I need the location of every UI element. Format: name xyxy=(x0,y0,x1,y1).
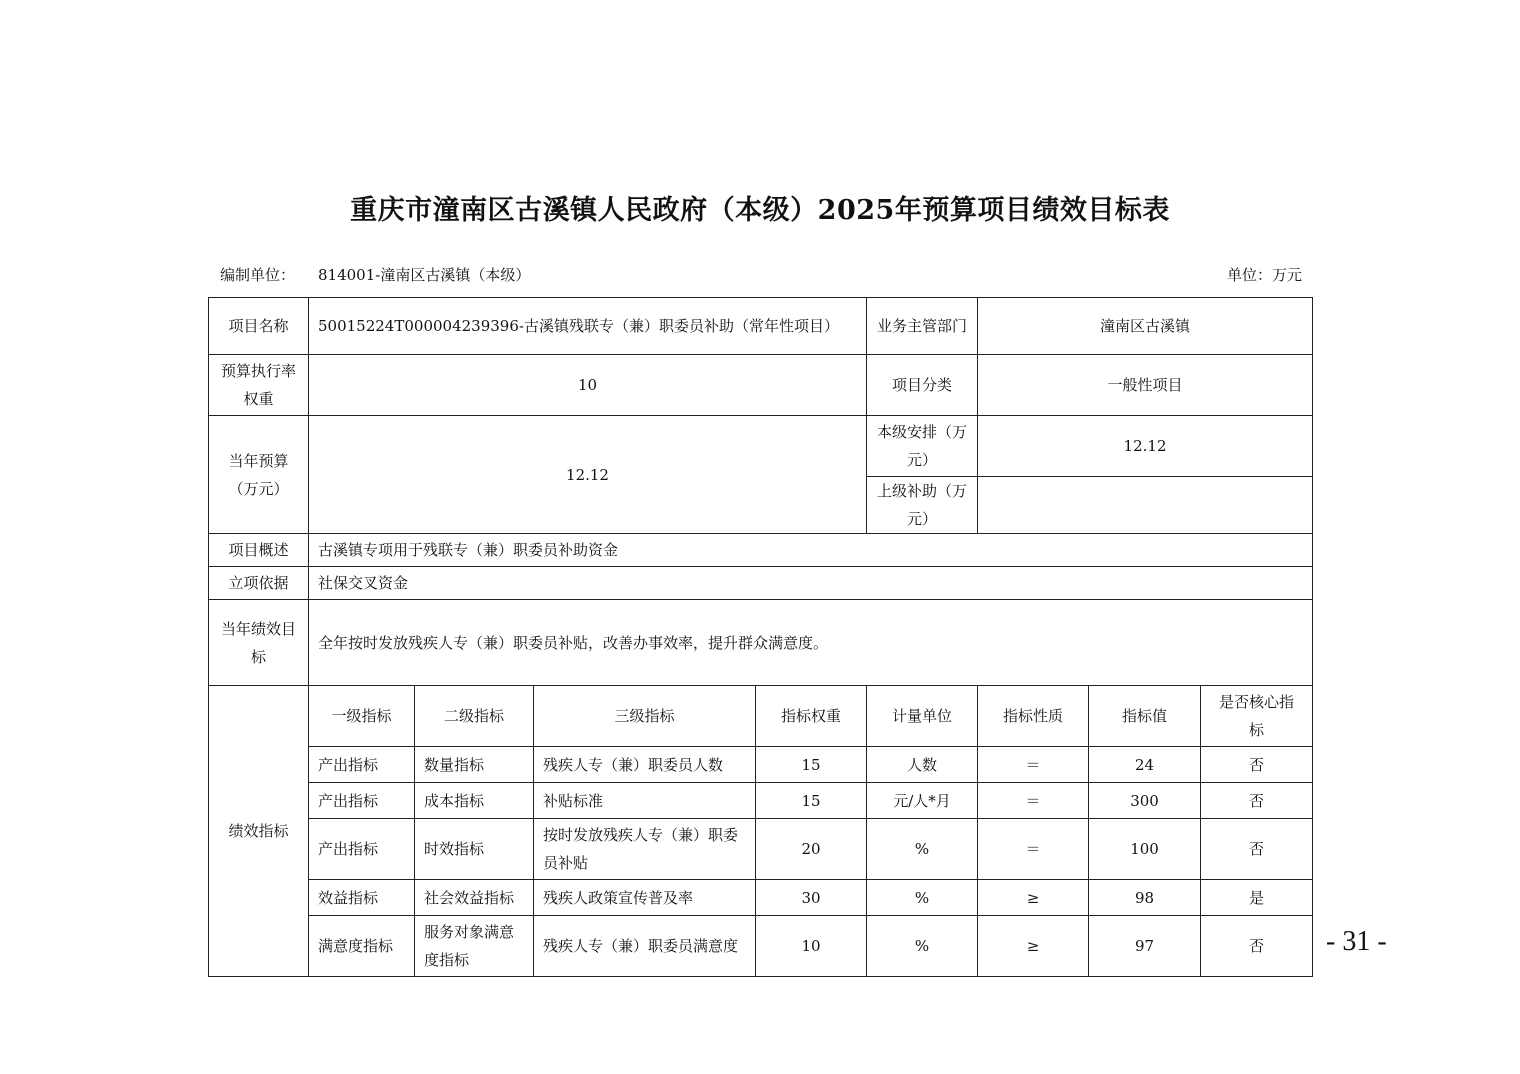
upper-label: 上级补助（万元） xyxy=(867,477,978,534)
cell-unit: % xyxy=(867,819,978,880)
cell-core: 否 xyxy=(1201,819,1313,880)
cell-unit: % xyxy=(867,880,978,916)
cell-core: 是 xyxy=(1201,880,1313,916)
cell-level3: 残疾人专（兼）职委员满意度 xyxy=(534,916,756,977)
table-row xyxy=(209,880,1313,916)
header-value: 指标值 xyxy=(1089,686,1201,747)
table-row xyxy=(209,916,1313,977)
cell-value: 100 xyxy=(1089,819,1201,880)
row-budget-local xyxy=(209,416,1313,477)
cell-core: 否 xyxy=(1201,783,1313,819)
table-row xyxy=(209,819,1313,880)
weight-value: 10 xyxy=(309,355,867,416)
cell-value: 97 xyxy=(1089,916,1201,977)
dept-value: 潼南区古溪镇 xyxy=(978,298,1313,355)
cell-nature: ＝ xyxy=(978,783,1089,819)
cell-level3: 按时发放残疾人专（兼）职委员补贴 xyxy=(534,819,756,880)
upper-value xyxy=(978,477,1313,534)
row-overview xyxy=(209,534,1313,567)
table-row xyxy=(209,747,1313,783)
compiling-unit xyxy=(220,264,530,285)
cell-level1: 产出指标 xyxy=(309,783,415,819)
cell-nature: ＝ xyxy=(978,819,1089,880)
row-weight xyxy=(209,355,1313,416)
basis-label: 立项依据 xyxy=(209,567,309,600)
indicator-header-row xyxy=(209,686,1313,747)
basis-value: 社保交叉资金 xyxy=(309,567,1313,600)
overview-label: 项目概述 xyxy=(209,534,309,567)
header-level3: 三级指标 xyxy=(534,686,756,747)
cell-weight: 20 xyxy=(756,819,867,880)
weight-label: 预算执行率权重 xyxy=(209,355,309,416)
indicators-section-label: 绩效指标 xyxy=(209,686,309,977)
cell-level3: 残疾人政策宣传普及率 xyxy=(534,880,756,916)
cell-nature: ≥ xyxy=(978,916,1089,977)
cell-level2: 社会效益指标 xyxy=(415,880,534,916)
cell-level1: 效益指标 xyxy=(309,880,415,916)
cell-level2: 时效指标 xyxy=(415,819,534,880)
goal-value: 全年按时发放残疾人专（兼）职委员补贴，改善办事效率，提升群众满意度。 xyxy=(309,600,1313,686)
cell-value: 24 xyxy=(1089,747,1201,783)
local-value: 12.12 xyxy=(978,416,1313,477)
cell-weight: 15 xyxy=(756,783,867,819)
cell-level3: 补贴标准 xyxy=(534,783,756,819)
header-core: 是否核心指标 xyxy=(1201,686,1313,747)
cell-value: 98 xyxy=(1089,880,1201,916)
cell-unit: % xyxy=(867,916,978,977)
local-label: 本级安排（万元） xyxy=(867,416,978,477)
cell-nature: ＝ xyxy=(978,747,1089,783)
cell-level2: 服务对象满意度指标 xyxy=(415,916,534,977)
table-row xyxy=(209,783,1313,819)
cell-level1: 产出指标 xyxy=(309,747,415,783)
cell-unit: 人数 xyxy=(867,747,978,783)
header-level2: 二级指标 xyxy=(415,686,534,747)
page-title: 重庆市潼南区古溪镇人民政府（本级）2025年预算项目绩效目标表 xyxy=(350,195,1170,226)
cell-level2: 成本指标 xyxy=(415,783,534,819)
row-basis xyxy=(209,567,1313,600)
header-unit: 计量单位 xyxy=(867,686,978,747)
dept-label: 业务主管部门 xyxy=(867,298,978,355)
compiling-unit-label: 编制单位： xyxy=(220,266,296,284)
cell-value: 300 xyxy=(1089,783,1201,819)
cell-weight: 15 xyxy=(756,747,867,783)
overview-value: 古溪镇专项用于残联专（兼）职委员补助资金 xyxy=(309,534,1313,567)
cell-nature: ≥ xyxy=(978,880,1089,916)
cell-level3: 残疾人专（兼）职委员人数 xyxy=(534,747,756,783)
page-number: - 31 - xyxy=(1326,926,1387,957)
category-label: 项目分类 xyxy=(867,355,978,416)
project-name-value: 50015224T000004239396-古溪镇残联专（兼）职委员补助（常年性项目） xyxy=(309,298,867,355)
budget-value: 12.12 xyxy=(309,416,867,534)
cell-unit: 元/人*月 xyxy=(867,783,978,819)
row-goal xyxy=(209,600,1313,686)
header-weight: 指标权重 xyxy=(756,686,867,747)
goal-label: 当年绩效目标 xyxy=(209,600,309,686)
budget-label: 当年预算（万元） xyxy=(209,416,309,534)
cell-core: 否 xyxy=(1201,747,1313,783)
project-name-label: 项目名称 xyxy=(209,298,309,355)
cell-weight: 30 xyxy=(756,880,867,916)
compiling-unit-value: 814001-潼南区古溪镇（本级） xyxy=(318,266,531,284)
cell-core: 否 xyxy=(1201,916,1313,977)
performance-table xyxy=(208,297,1313,977)
row-project-name xyxy=(209,298,1313,355)
cell-weight: 10 xyxy=(756,916,867,977)
cell-level2: 数量指标 xyxy=(415,747,534,783)
cell-level1: 满意度指标 xyxy=(309,916,415,977)
header-nature: 指标性质 xyxy=(978,686,1089,747)
cell-level1: 产出指标 xyxy=(309,819,415,880)
header-level1: 一级指标 xyxy=(309,686,415,747)
currency-unit: 单位：万元 xyxy=(1226,266,1302,284)
category-value: 一般性项目 xyxy=(978,355,1313,416)
